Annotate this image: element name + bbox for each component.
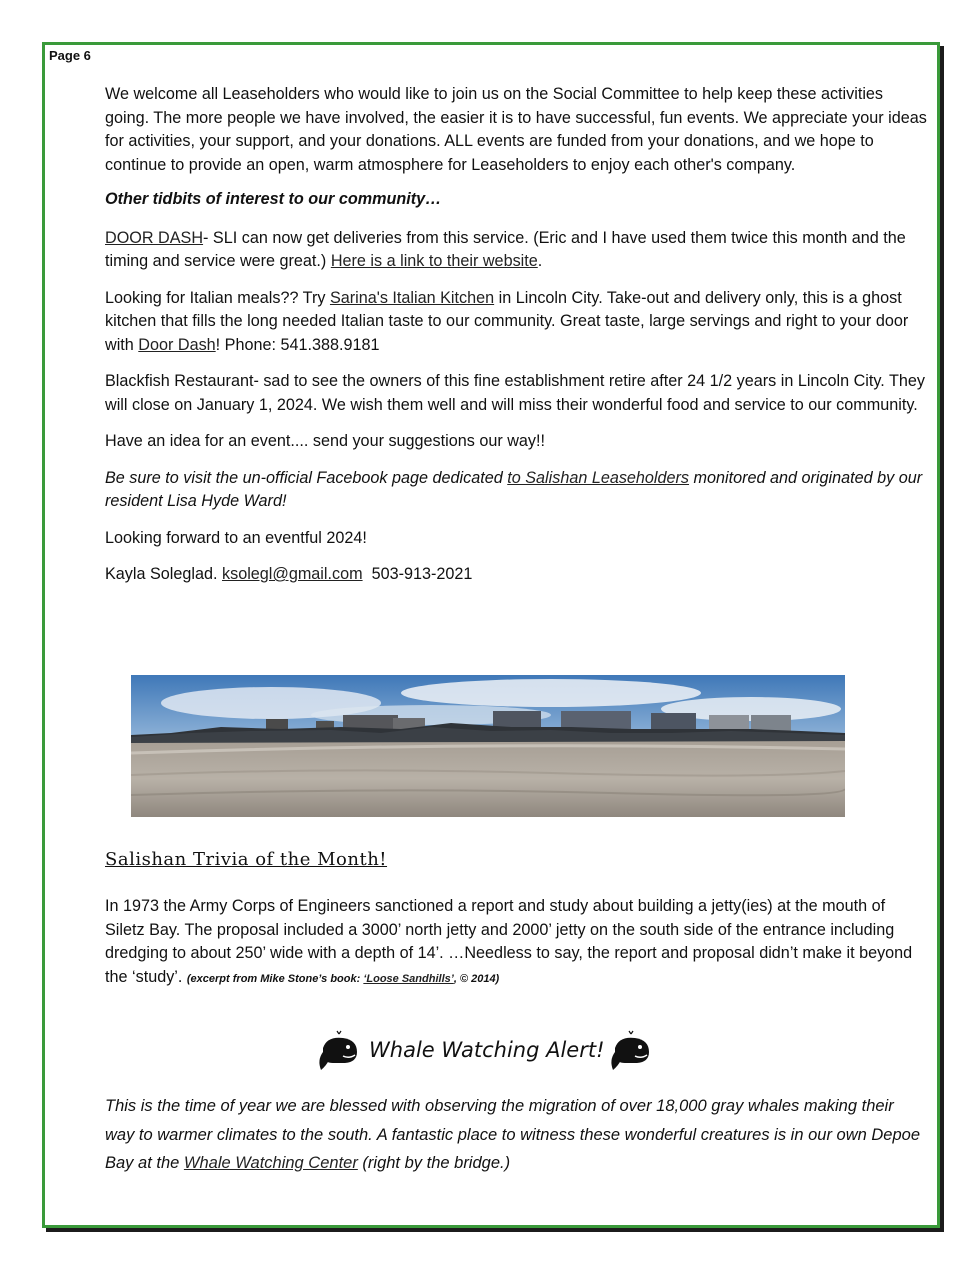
- door-dash-link[interactable]: Door Dash: [138, 335, 216, 354]
- intro-paragraph: We welcome all Leaseholders who would like to join us on the Social Committee to help keep these activities going. The more people we have involved, the easier it is to have successful, fun events. We appreciate your ideas for activities, your support, and your donations. ALL events are funded from your donations, and we hope to continue to provide an open, warm atmosphere for Leaseholders to enjoy each other's company.: [105, 85, 927, 174]
- citation-end: , © 2014): [453, 972, 500, 985]
- whale-alert-title: Whale Watching Alert!: [369, 1038, 605, 1062]
- facebook-text2: monitored and originated by our resident Lisa Hyde Ward!: [105, 468, 923, 510]
- email-link[interactable]: ksolegl@gmail.com: [222, 565, 363, 583]
- contact-phone: 503-913-2021: [362, 565, 473, 583]
- facebook-paragraph: [105, 467, 927, 514]
- trivia-citation: [187, 973, 499, 985]
- body-content: [105, 83, 927, 587]
- italian-text1: Looking for Italian meals?? Try: [105, 288, 330, 307]
- italian-phone: ! Phone: 541.388.9181: [215, 335, 380, 354]
- doordash-paragraph: [105, 227, 927, 274]
- trivia-section: [105, 895, 927, 991]
- trivia-paragraph: [105, 895, 927, 991]
- trivia-heading: Salishan Trivia of the Month!: [105, 849, 388, 870]
- doordash-end: .: [537, 252, 543, 270]
- page-number: Page 6: [49, 48, 91, 63]
- doordash-text: - SLI can now get deliveries from this service. (Eric and I have used them twice this month and the timing and service were great.): [105, 228, 906, 270]
- blackfish-paragraph: Blackfish Restaurant- sad to see the owners of this fine establishment retire after 24 1/2 years in Lincoln City. They will close on January 1, 2024. We wish them well and will miss their wonderful food and service to our community.: [105, 372, 925, 414]
- citation-text: (excerpt from Mike Stone’s book:: [186, 972, 364, 985]
- whale-alert-header: [317, 1030, 657, 1080]
- loose-sandhills-link[interactable]: ‘Loose Sandhills’: [363, 972, 454, 985]
- beach-panorama-photo: [131, 675, 845, 817]
- italian-paragraph: [105, 287, 927, 358]
- doordash-link[interactable]: DOOR DASH: [105, 228, 204, 247]
- whale-paragraph: [105, 1092, 927, 1178]
- whale-icon: [317, 1030, 361, 1072]
- contact-name: Kayla Soleglad.: [105, 565, 222, 583]
- whale-center-link[interactable]: Whale Watching Center: [183, 1154, 358, 1172]
- whale-text2: (right by the bridge.): [357, 1154, 511, 1172]
- whale-icon: [609, 1030, 653, 1072]
- facebook-text1: Be sure to visit the un-official Facebook page dedicated: [105, 468, 508, 487]
- contact-paragraph: [105, 563, 927, 587]
- doordash-website-link[interactable]: Here is a link to their website: [330, 252, 538, 270]
- page-frame: [42, 42, 940, 1228]
- tidbits-heading: Other tidbits of interest to our community…: [105, 190, 442, 208]
- italian-text2: in Lincoln City. Take-out and delivery only, this is a ghost kitchen that fills the long needed Italian taste to our community. Great taste, large servings and right to your door with: [105, 288, 909, 354]
- whale-text1: This is the time of year we are blessed with observing the migration of over 18,000 gray whales making their way to warmer climates to the south. A fantastic place to witness these wonderful creatures is in our own Depoe Bay at the: [105, 1097, 921, 1172]
- facebook-link[interactable]: to Salishan Leaseholders: [507, 468, 690, 487]
- whale-section: [105, 1092, 927, 1178]
- forward-paragraph: Looking forward to an eventful 2024!: [105, 528, 367, 547]
- idea-paragraph: Have an idea for an event.... send your suggestions our way!!: [105, 432, 546, 450]
- sarinas-link[interactable]: Sarina's Italian Kitchen: [329, 288, 495, 307]
- trivia-text: In 1973 the Army Corps of Engineers sanctioned a report and study about building a jetty(ies) at the mouth of Siletz Bay. The proposal included a 3000’ north jetty and 2000’ jetty on the south side of the entrance including dredging to about 250’ wide with a depth of 14’. …Needless to say, the report and proposal didn’t make it beyond the ‘study’.: [105, 897, 913, 986]
